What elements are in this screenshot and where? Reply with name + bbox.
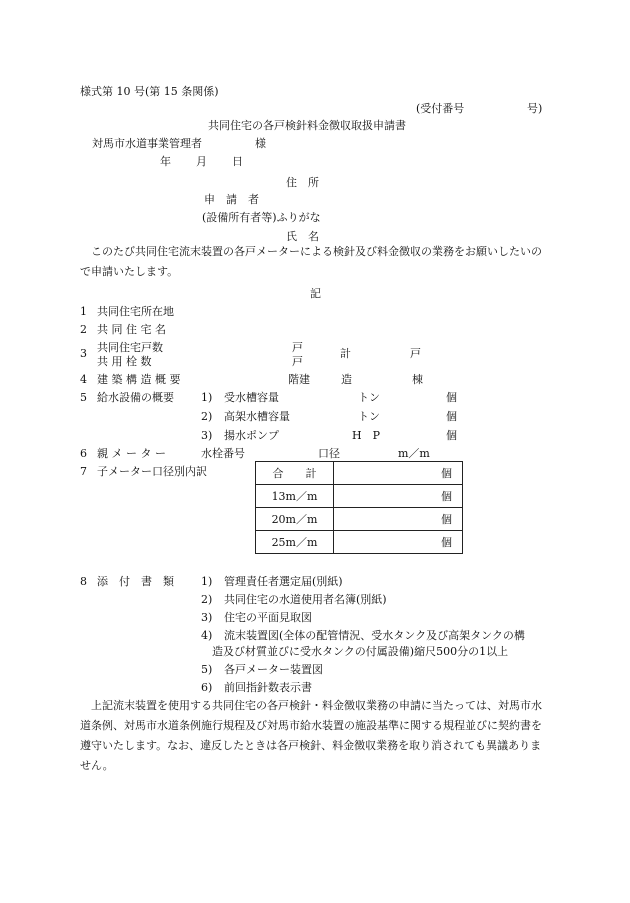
attachment-text-continued: 造及び材質並びに受水タンクの付属設備)縮尺500分の1以上	[212, 645, 509, 658]
attachment-number: 3)	[201, 611, 213, 624]
item-7-label: 子メーター口径別内訳	[97, 465, 207, 478]
attachment-text: 管理責任者選定届(別紙)	[224, 575, 343, 588]
document-title: 共同住宅の各戸検針料金徴収取扱申請書	[208, 119, 406, 132]
item-4-floors-unit: 階建	[288, 373, 310, 386]
item-7-number: 7	[80, 465, 87, 478]
item-5-label: 給水設備の概要	[97, 391, 174, 404]
item-5-row-count: 個	[446, 410, 457, 423]
applicant-label: 申 請 者	[204, 193, 259, 206]
item-3-label-shared-taps: 共 用 栓 数	[97, 355, 152, 368]
item-3-total-unit: 戸	[410, 347, 421, 360]
item-4-label: 建 築 構 造 概 要	[97, 373, 181, 386]
item-6-mm-unit: m／m	[398, 447, 430, 460]
item-5-row-count: 個	[446, 391, 457, 404]
table-row	[256, 462, 463, 485]
attachment-text: 共同住宅の水道使用者名簿(別紙)	[224, 593, 387, 606]
table-cell-unit: 個	[334, 531, 463, 554]
date-day: 日	[232, 155, 243, 168]
item-6-tap-number-label: 水栓番号	[201, 447, 245, 460]
item-5-row-number: 3)	[201, 429, 213, 442]
attachment-number: 5)	[201, 663, 213, 676]
attachment-number: 6)	[201, 681, 213, 694]
receipt-number-label: (受付番号	[416, 102, 465, 115]
table-cell-label: 20m／m	[256, 508, 334, 531]
attachment-number: 4)	[201, 629, 213, 642]
item-6-bore-label: 口径	[318, 447, 340, 460]
item-1-label: 共同住宅所在地	[97, 305, 174, 318]
receipt-number-suffix: 号)	[527, 102, 543, 115]
item-4-number: 4	[80, 373, 87, 386]
table-row	[256, 485, 463, 508]
item-5-row-name: 受水槽容量	[224, 391, 279, 404]
item-8-label: 添 付 書 類	[97, 575, 174, 588]
closing-paragraph: 上記流末装置を使用する共同住宅の各戸検針・料金徴収業務の申請に当たっては、対馬市水道条例、対馬市水道条例施行規程及び対馬市給水装置の施設基準に関する規程並びに契約書を遵守いたします。なお、違反したときは各戸検針、料金徴収業務を取り消されても異議ありません。	[80, 699, 542, 772]
table-cell-label: 合 計	[256, 462, 334, 485]
item-5-row-number: 2)	[201, 410, 213, 423]
attachment-text: 各戸メーター装置図	[224, 663, 323, 676]
item-5-row-unit: H P	[352, 429, 380, 442]
table-cell-unit: 個	[334, 508, 463, 531]
attachment-text: 前回指針数表示書	[224, 681, 312, 694]
attachment-number: 2)	[201, 593, 213, 606]
owner-furigana-label: (設備所有者等)ふりがな	[202, 211, 321, 224]
attachment-text: 流末装置図(全体の配管情況、受水タンク及び高架タンクの構	[224, 629, 525, 642]
item-3-unit-shared-taps: 戸	[292, 355, 303, 368]
item-5-row-count: 個	[446, 429, 457, 442]
address-label: 住 所	[286, 176, 319, 189]
attachment-number: 1)	[201, 575, 213, 588]
item-3-number: 3	[80, 347, 87, 360]
item-5-row-unit: トン	[358, 391, 380, 404]
table-cell-label: 13m／m	[256, 485, 334, 508]
item-5-row-number: 1)	[201, 391, 213, 404]
item-3-unit-households: 戸	[292, 341, 303, 354]
addressee: 対馬市水道事業管理者	[92, 137, 202, 150]
table-cell-unit: 個	[334, 462, 463, 485]
item-5-row-unit: トン	[358, 410, 380, 423]
item-2-number: 2	[80, 323, 87, 336]
table-row	[256, 508, 463, 531]
item-2-label: 共 同 住 宅 名	[97, 323, 166, 336]
ki-heading: 記	[310, 287, 321, 300]
item-6-number: 6	[80, 447, 87, 460]
sub-meter-table	[255, 461, 463, 554]
intro-paragraph: このたび共同住宅流末装置の各戸メーターによる検針及び料金徴収の業務をお願いしたいので申請いたします。	[80, 245, 542, 278]
item-5-row-name: 高架水槽容量	[224, 410, 290, 423]
date-month: 月	[196, 155, 207, 168]
item-5-number: 5	[80, 391, 87, 404]
item-8-number: 8	[80, 575, 87, 588]
item-5-row-name: 揚水ポンプ	[224, 429, 279, 442]
table-row	[256, 531, 463, 554]
name-label: 氏 名	[286, 230, 319, 243]
form-number: 様式第 10 号(第 15 条関係)	[80, 85, 219, 98]
attachment-text: 住宅の平面見取図	[224, 611, 312, 624]
table-cell-label: 25m／m	[256, 531, 334, 554]
item-4-structure-unit: 造	[341, 373, 352, 386]
item-4-buildings-unit: 棟	[412, 373, 423, 386]
honorific: 様	[255, 137, 266, 150]
item-6-label: 親 メ ー タ ー	[97, 447, 166, 460]
item-3-label-households: 共同住宅戸数	[97, 341, 163, 354]
date-year: 年	[160, 155, 171, 168]
item-3-total-label: 計	[340, 347, 351, 360]
item-1-number: 1	[80, 305, 87, 318]
table-cell-unit: 個	[334, 485, 463, 508]
